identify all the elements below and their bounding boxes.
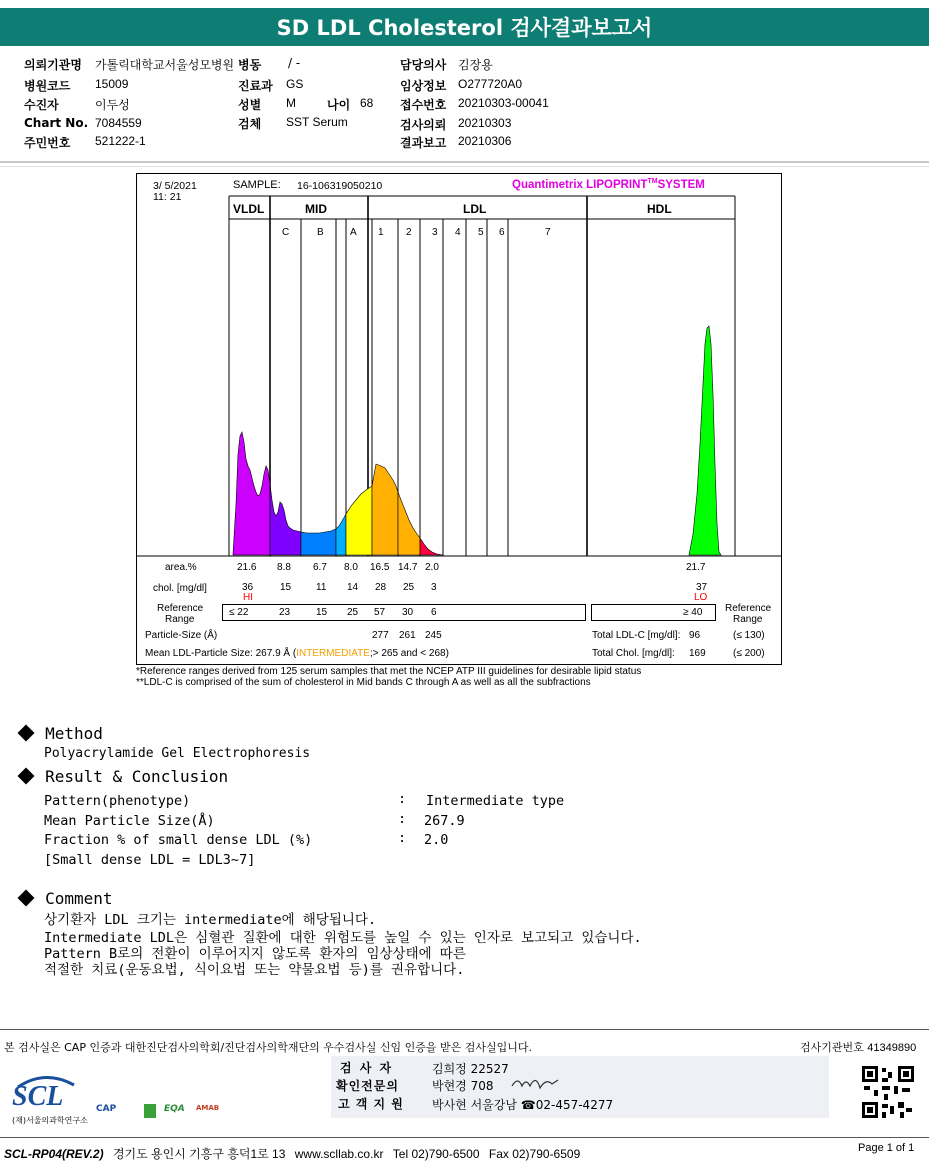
footer-address-line xyxy=(4,1145,580,1162)
curve-3 xyxy=(420,538,443,555)
mean-size-class: INTERMEDIATE xyxy=(296,648,370,659)
total-ldl-ref: (≤ 130) xyxy=(733,630,765,641)
comment-line-2: Intermediate LDL은 심혈관 질환에 대한 위험도를 높일 수 있는 인자로 보고되고 있습니다. xyxy=(44,930,642,946)
bullet-diamond-icon xyxy=(18,768,35,785)
result-heading: Result & Conclusion xyxy=(45,767,229,786)
mean-size-value: 267.9 Å xyxy=(255,648,291,659)
method-section xyxy=(20,724,103,743)
doctor-label: 담당의사 xyxy=(400,58,447,72)
lipoprint-plot xyxy=(137,174,781,664)
band-label-a: A xyxy=(350,227,357,238)
chol-label: chol. [mg/dl] xyxy=(153,583,207,594)
ref-vldl: ≤ 22 xyxy=(229,607,249,618)
curve-c xyxy=(270,484,301,555)
curve-a xyxy=(336,514,346,555)
result-value-fraction: 2.0 xyxy=(424,832,449,848)
scl-logo-text: SCL xyxy=(12,1081,64,1112)
signature-icon xyxy=(510,1074,560,1092)
result-section xyxy=(20,767,228,786)
clinical-label: 임상정보 xyxy=(400,79,447,93)
tel: Tel 02)790-6500 xyxy=(392,1147,480,1161)
total-ldl-value: 96 xyxy=(689,630,701,641)
group-mid: MID xyxy=(305,202,327,216)
mean-size-label: Mean LDL-Particle Size: xyxy=(145,648,253,659)
total-chol-value: 169 xyxy=(689,648,706,659)
institution-number-label: 검사기관번호 xyxy=(800,1041,864,1054)
scl-logo xyxy=(12,1073,88,1125)
area-b: 6.7 xyxy=(313,562,327,573)
cap-badge: CAP xyxy=(96,1104,117,1114)
resident-no-label: 주민번호 xyxy=(24,136,71,150)
area-label: area.% xyxy=(165,562,197,573)
footnote-1: *Reference ranges derived from 125 serum samples that met the NCEP ATP III guidelines for desirable lipid status xyxy=(136,666,642,677)
address: 경기도 용인시 기흥구 흥덕1로 13 xyxy=(112,1147,286,1161)
curve-2 xyxy=(372,464,398,555)
result-value-size: 267.9 xyxy=(424,813,465,829)
clinical-value: O277720A0 xyxy=(458,77,523,91)
curve-vldl xyxy=(233,432,270,555)
request-label: 검사의뢰 xyxy=(400,118,447,132)
receipt-value: 20210303-00041 xyxy=(458,96,549,110)
band-label-6: 6 xyxy=(499,227,505,238)
ref-1: 57 xyxy=(374,607,386,618)
chart-time: 11: 21 xyxy=(153,191,182,203)
lab-badge-icon xyxy=(144,1104,156,1118)
band-dividers xyxy=(137,196,781,556)
chol-c: 15 xyxy=(280,582,292,593)
footer-divider xyxy=(0,1029,929,1030)
system-tm: TM xyxy=(647,178,658,185)
result-label-size: Mean Particle Size(Å) xyxy=(44,813,215,829)
doctor-value: 김장용 xyxy=(458,58,493,72)
page-title: SD LDL Cholesterol 검사결과보고서 xyxy=(0,8,929,46)
sex-label: 성별 xyxy=(238,98,262,112)
staff-role-specialist: 확인전문의 xyxy=(336,1079,399,1093)
scl-logo-subtitle: (재)서울의과학연구소 xyxy=(12,1116,88,1125)
chol-2: 25 xyxy=(403,582,415,593)
sex-value: M xyxy=(286,96,296,110)
group-ldl: LDL xyxy=(463,202,487,216)
band-label-4: 4 xyxy=(455,227,461,238)
ref-label-right-1: Reference xyxy=(725,603,772,614)
fax: Fax 02)790-6509 xyxy=(488,1147,581,1161)
area-vldl: 21.6 xyxy=(237,562,257,573)
chart-date: 3/ 5/2021 xyxy=(153,180,197,192)
comment-heading: Comment xyxy=(45,889,113,908)
total-chol-label: Total Chol. [mg/dl]: xyxy=(592,648,675,659)
mean-size-range: ;> 265 and < 268) xyxy=(369,648,449,659)
specimen-value: SST Serum xyxy=(286,115,348,129)
mean-size-line xyxy=(145,648,449,659)
sample-id: 16-106319050210 xyxy=(297,180,383,192)
patient-name-label: 수진자 xyxy=(24,98,59,112)
ref-label-left-2: Range xyxy=(165,614,195,625)
curve-hdl xyxy=(689,326,721,555)
system-name-text: Quantimetrix LIPOPRINT xyxy=(512,178,648,191)
mean-size-open: ( xyxy=(292,648,297,659)
band-label-1: 1 xyxy=(378,227,384,238)
area-3: 2.0 xyxy=(425,562,439,573)
ref-label-right-2: Range xyxy=(733,614,763,625)
group-hdl: HDL xyxy=(647,202,672,216)
band-label-2: 2 xyxy=(406,227,412,238)
result-sep-size: : xyxy=(398,811,407,827)
age-label: 나이 xyxy=(327,98,351,112)
request-value: 20210303 xyxy=(458,116,512,130)
ref-a: 25 xyxy=(347,607,359,618)
hospital-code-label: 병원코드 xyxy=(24,79,71,93)
band-label-5: 5 xyxy=(478,227,484,238)
chol-vldl: 36 xyxy=(242,582,254,593)
resident-no-value: 521222-1 xyxy=(95,134,146,148)
area-a: 8.0 xyxy=(344,562,358,573)
result-label-pattern: Pattern(phenotype) xyxy=(44,793,191,809)
institution-number-value: 41349890 xyxy=(867,1042,917,1054)
ref-c: 23 xyxy=(279,607,291,618)
footer-divider-bottom xyxy=(0,1137,929,1138)
ref-label-left-1: Reference xyxy=(157,603,204,614)
ref-3: 6 xyxy=(431,607,437,618)
receipt-label: 접수번호 xyxy=(400,98,447,112)
page-number: Page 1 of 1 xyxy=(858,1142,915,1154)
curve-b xyxy=(301,529,336,555)
particle-size-1: 277 xyxy=(372,630,389,641)
band-label-c: C xyxy=(282,227,290,238)
institution-number xyxy=(800,1039,916,1055)
result-value-pattern: Intermediate type xyxy=(426,793,565,809)
group-vldl: VLDL xyxy=(233,202,265,216)
doc-code: SCL-RP04(REV.2) xyxy=(4,1147,104,1161)
area-c: 8.8 xyxy=(277,562,291,573)
particle-size-3: 245 xyxy=(425,630,442,641)
system-name xyxy=(512,178,705,191)
densitometry-curves xyxy=(233,326,721,555)
ward-label: 병동 xyxy=(238,58,262,72)
result-label-fraction: Fraction % of small dense LDL (%) xyxy=(44,832,313,848)
method-text: Polyacrylamide Gel Electrophoresis xyxy=(44,746,311,761)
staff-role-tester: 검 사 자 xyxy=(340,1061,394,1075)
result-sep-pattern: : xyxy=(398,791,407,807)
header-divider-thin xyxy=(0,166,929,167)
amab-badge: AMAB xyxy=(196,1104,220,1112)
total-chol-ref: (≤ 200) xyxy=(733,648,765,659)
comment-line-3: Pattern B로의 전환이 이루어지지 않도록 환자의 임상상태에 따른 xyxy=(44,946,466,962)
comment-line-4: 적절한 치료(운동요법, 식이요법 또는 약물요법 등)를 권유합니다. xyxy=(44,962,465,978)
band-label-3: 3 xyxy=(432,227,438,238)
dept-label: 진료과 xyxy=(238,79,273,93)
staff-info-tester: 김희정 22527 xyxy=(432,1062,509,1076)
band-label-b: B xyxy=(317,227,324,238)
footnote-2: **LDL-C is comprised of the sum of cholesterol in Mid bands C through A as well as all the subfractions xyxy=(136,677,591,688)
lo-flag: LO xyxy=(694,592,708,603)
patient-name-value: 이두성 xyxy=(95,98,130,112)
institution-label: 의뢰기관명 xyxy=(24,58,82,72)
result-note: [Small dense LDL = LDL3~7] xyxy=(44,852,256,868)
dept-value: GS xyxy=(286,77,304,91)
chol-3: 3 xyxy=(431,582,437,593)
area-hdl: 21.7 xyxy=(686,562,706,573)
ref-b: 15 xyxy=(316,607,328,618)
eqa-badge: EQA xyxy=(164,1104,185,1114)
staff-info-specialist: 박현경 708 xyxy=(432,1079,494,1093)
chol-b: 11 xyxy=(316,582,327,593)
hi-flag: HI xyxy=(243,592,253,603)
ref-2: 30 xyxy=(402,607,414,618)
institution-value: 가톨릭대학교서울성모병원 xyxy=(95,58,235,72)
curve-2b xyxy=(398,492,420,555)
area-1: 16.5 xyxy=(370,562,390,573)
chol-hdl: 37 xyxy=(696,582,708,593)
total-ldl-label: Total LDL-C [mg/dl]: xyxy=(592,630,681,641)
bullet-diamond-icon xyxy=(18,890,35,907)
chol-1: 28 xyxy=(375,582,387,593)
curve-1 xyxy=(346,486,372,555)
lipoprint-chart xyxy=(136,173,782,665)
bullet-diamond-icon xyxy=(18,725,35,742)
particle-size-2: 261 xyxy=(399,630,416,641)
comment-section xyxy=(20,889,113,908)
certification-text: 본 검사실은 CAP 인증과 대한진단검사의학회/진단검사의학재단의 우수검사실 신임 인증을 받은 검사실입니다. xyxy=(4,1041,533,1054)
chart-no-value: 7084559 xyxy=(95,116,142,130)
ref-hdl: ≥ 40 xyxy=(683,607,703,618)
band-label-7: 7 xyxy=(545,227,551,238)
system-suffix: SYSTEM xyxy=(657,178,705,191)
comment-line-1: 상기환자 LDL 크기는 intermediate에 해당됩니다. xyxy=(44,912,377,928)
staff-info-support: 박사현 서울강남 ☎02-457-4277 xyxy=(432,1098,614,1112)
age-value: 68 xyxy=(360,96,374,110)
header-divider xyxy=(0,161,929,163)
method-heading: Method xyxy=(45,724,103,743)
result-sep-fraction: : xyxy=(398,830,407,846)
ward-value: / - xyxy=(288,56,301,70)
website: www.scllab.co.kr xyxy=(294,1147,384,1161)
staff-role-support: 고 객 지 원 xyxy=(338,1097,404,1111)
qr-code-icon xyxy=(860,1064,916,1120)
report-label: 결과보고 xyxy=(400,136,447,150)
specimen-label: 검체 xyxy=(238,117,262,131)
chart-no-label: Chart No. xyxy=(24,116,89,130)
chol-a: 14 xyxy=(347,582,359,593)
hospital-code-value: 15009 xyxy=(95,77,129,91)
sample-label: SAMPLE: xyxy=(233,179,281,191)
report-value: 20210306 xyxy=(458,134,512,148)
particle-size-label: Particle-Size (Å) xyxy=(145,630,218,641)
area-2: 14.7 xyxy=(398,562,418,573)
